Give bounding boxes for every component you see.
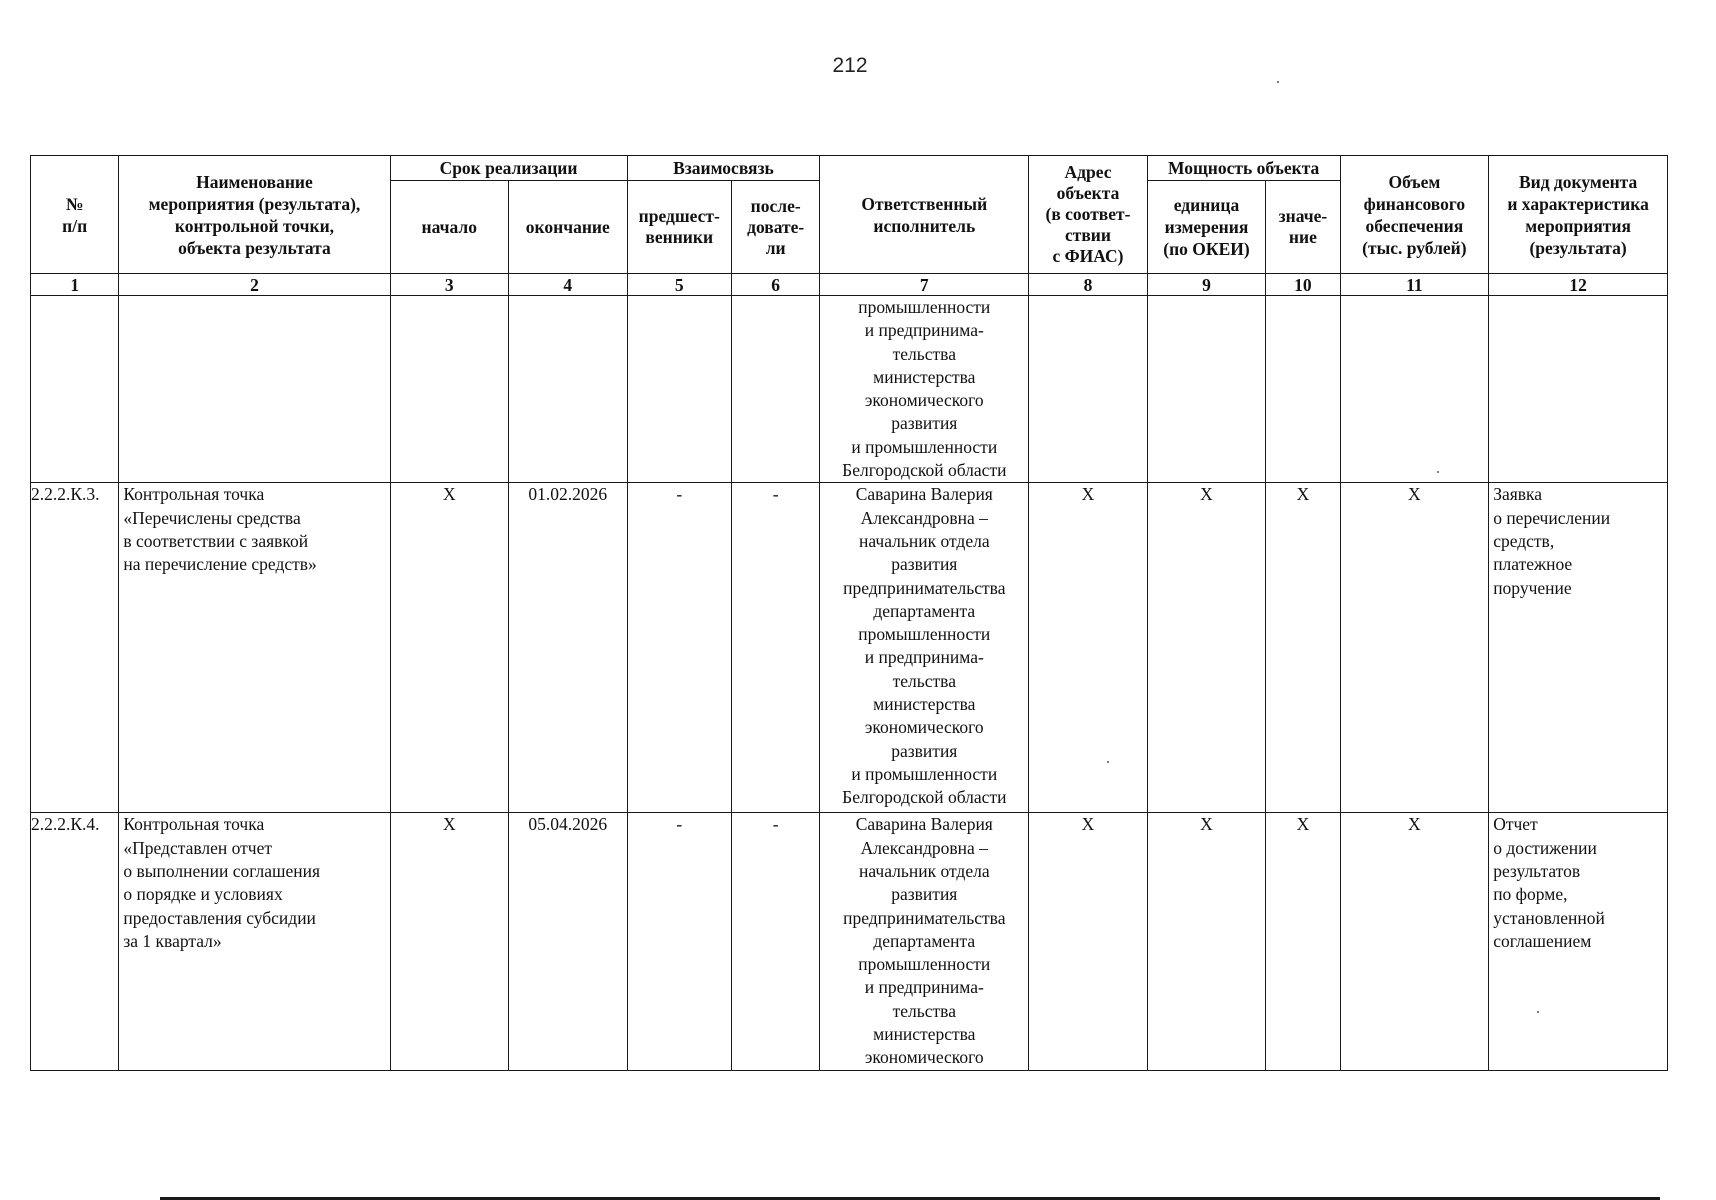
header-row-1 (31, 156, 1668, 181)
continuation-row (31, 296, 1668, 483)
row-number: 2.2.2.К.3. (31, 483, 119, 813)
page-number: 212 (832, 54, 868, 77)
header-value: значе- ние (1266, 181, 1340, 274)
empty-cell (31, 296, 119, 483)
header-no: № п/п (31, 156, 119, 274)
header-doc-type: Вид документа и характеристика мероприятия (результата) (1489, 156, 1668, 274)
column-number: 10 (1266, 274, 1340, 296)
empty-cell (627, 296, 731, 483)
empty-cell (119, 296, 390, 483)
empty-cell (731, 296, 819, 483)
header-name: Наименование мероприятия (результата), контрольной точки, объекта результата (119, 156, 390, 274)
row-start: X (390, 483, 509, 813)
header-unit: единица измерения (по ОКЕИ) (1147, 181, 1266, 274)
row-doc-type: Заявка о перечислении средств, платежное поручение (1489, 483, 1668, 813)
row-end: 05.04.2026 (509, 813, 628, 1070)
header-address: Адрес объекта (в соответ- ствии с ФИАС) (1029, 156, 1148, 274)
row-value: X (1266, 813, 1340, 1070)
plan-table (30, 155, 1668, 1071)
continuation-responsible: промышленности и предпринима- тельства министерства экономического развития и промышленности Белгородской области (820, 296, 1029, 483)
row-address: X (1029, 813, 1148, 1070)
column-number: 5 (627, 274, 731, 296)
empty-cell (1489, 296, 1668, 483)
row-end: 01.02.2026 (509, 483, 628, 813)
row-value: X (1266, 483, 1340, 813)
empty-cell (1029, 296, 1148, 483)
empty-cell (390, 296, 509, 483)
row-predecessors: - (627, 483, 731, 813)
scan-speck (1277, 81, 1279, 83)
empty-cell (1147, 296, 1266, 483)
row-name: Контрольная точка «Представлен отчет о выполнении соглашения о порядке и условиях предоставления субсидии за 1 квартал» (119, 813, 390, 1070)
empty-cell (1340, 296, 1489, 483)
header-end: окончание (509, 181, 628, 274)
column-number: 4 (509, 274, 628, 296)
row-start: X (390, 813, 509, 1070)
row-financing: X (1340, 483, 1489, 813)
row-unit: X (1147, 483, 1266, 813)
header-capacity-group: Мощность объекта (1147, 156, 1340, 181)
row-responsible: Саварина Валерия Александровна – начальник отдела развития предпринимательства департамента промышленности и предпринима- тельства министерства экономического (820, 813, 1029, 1070)
row-doc-type: Отчет о достижении результатов по форме, установленной соглашением (1489, 813, 1668, 1070)
column-number: 12 (1489, 274, 1668, 296)
header-predecessors: предшест- венники (627, 181, 731, 274)
header-successors: после- довате- ли (731, 181, 819, 274)
row-financing: X (1340, 813, 1489, 1070)
header-start: начало (390, 181, 509, 274)
table-row (31, 483, 1668, 813)
row-address: X (1029, 483, 1148, 813)
column-number: 1 (31, 274, 119, 296)
column-number: 9 (1147, 274, 1266, 296)
row-responsible: Саварина Валерия Александровна – начальник отдела развития предпринимательства департамента промышленности и предпринима- тельства министерства экономического развития и промышленности Белгородской области (820, 483, 1029, 813)
column-number: 3 (390, 274, 509, 296)
row-number: 2.2.2.К.4. (31, 813, 119, 1070)
row-predecessors: - (627, 813, 731, 1070)
column-number: 11 (1340, 274, 1489, 296)
header-financing: Объем финансового обеспечения (тыс. рублей) (1340, 156, 1489, 274)
table-row (31, 813, 1668, 1070)
header-responsible: Ответственный исполнитель (820, 156, 1029, 274)
empty-cell (1266, 296, 1340, 483)
column-number-row (31, 274, 1668, 296)
scan-speck (1437, 471, 1439, 473)
scan-speck (1107, 761, 1109, 763)
scan-speck (1537, 1011, 1539, 1013)
column-number: 8 (1029, 274, 1148, 296)
header-period-group: Срок реализации (390, 156, 627, 181)
row-unit: X (1147, 813, 1266, 1070)
row-name: Контрольная точка «Перечислены средства в соответствии с заявкой на перечисление средств» (119, 483, 390, 813)
column-number: 2 (119, 274, 390, 296)
empty-cell (509, 296, 628, 483)
header-link-group: Взаимосвязь (627, 156, 820, 181)
column-number: 7 (820, 274, 1029, 296)
column-number: 6 (731, 274, 819, 296)
row-successors: - (731, 813, 819, 1070)
row-successors: - (731, 483, 819, 813)
